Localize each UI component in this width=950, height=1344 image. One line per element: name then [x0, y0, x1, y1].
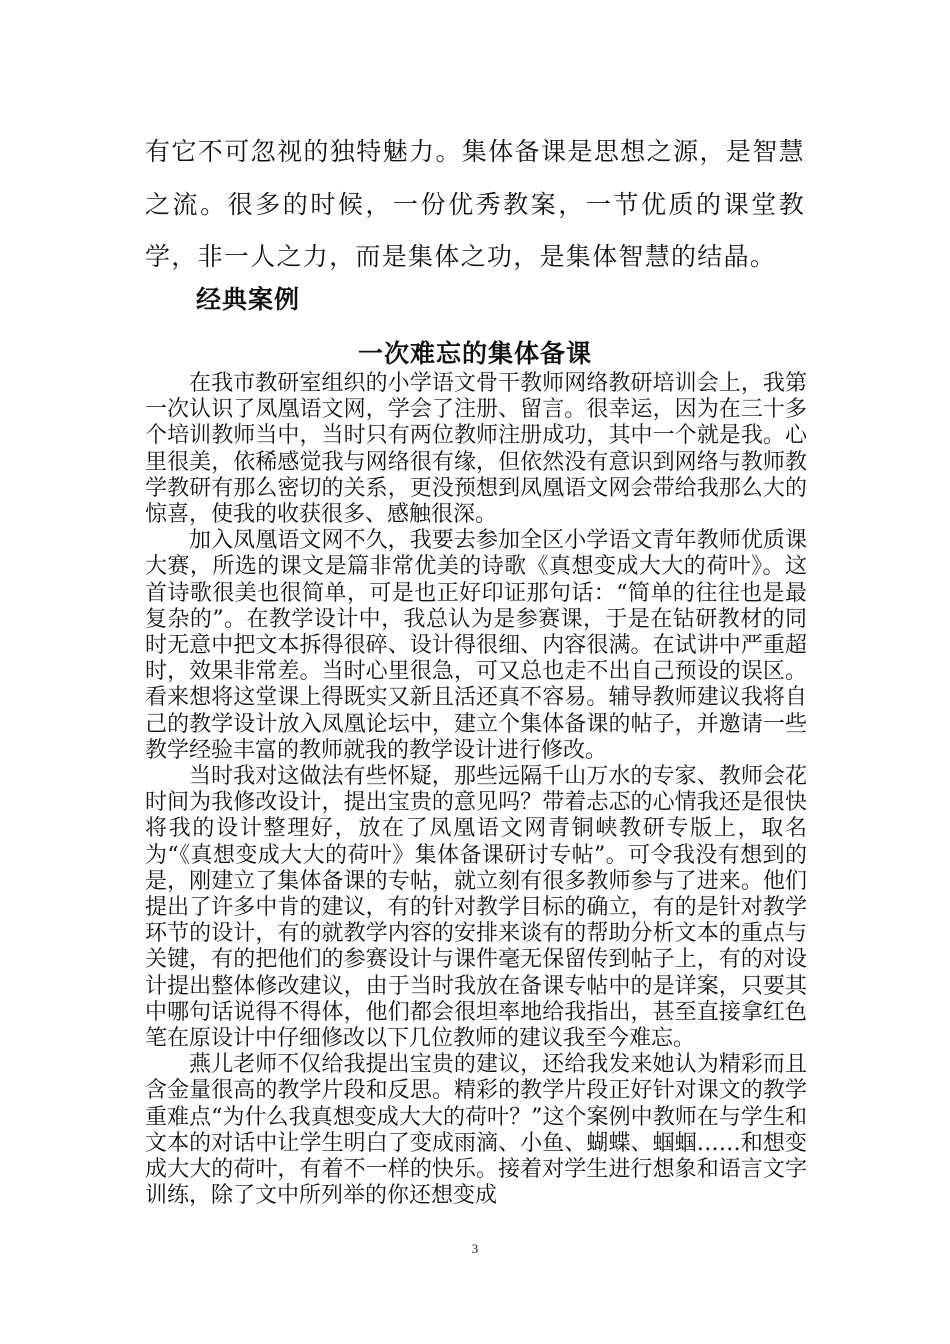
article-body	[145, 371, 807, 1210]
body-paragraph: 加入凤凰语文网不久，我要去参加全区小学语文青年教师优质课大赛，所选的课文是篇非常优美的诗歌《真想变成大大的荷叶》。这首诗歌很美也很简单，可是也正好印证那句话：“简单的往往也是最复杂的”。在教学设计中，我总认为是参赛课，于是在钻研教材的同时无意中把文本拆得很碎、设计得很细、内容很满。在试讲中严重超时，效果非常差。当时心里很急，可又总也走不出自己预设的误区。看来想将这堂课上得既实又新且活还真不容易。辅导教师建议我将自己的教学设计放入凤凰论坛中，建立个集体备课的帖子，并邀请一些教学经验丰富的教师就我的教学设计进行修改。	[145, 528, 807, 763]
intro-paragraph: 有它不可忽视的独特魅力。集体备课是思想之源，是智慧之流。很多的时候，一份优秀教案，一节优质的课堂教学，非一人之力，而是集体之功，是集体智慧的结晶。	[145, 137, 805, 271]
page-number: 3	[471, 1241, 479, 1256]
section-heading: 经典案例	[196, 285, 301, 314]
article-title: 一次难忘的集体备课	[357, 339, 592, 368]
body-paragraph: 在我市教研室组织的小学语文骨干教师网络教研培训会上，我第一次认识了凤凰语文网，学会了注册、留言。很幸运，因为在三十多个培训教师当中，当时只有两位教师注册成功，其中一个就是我。心里很美，依稀感觉我与网络很有缘，但依然没有意识到网络与教师教学教研有那么密切的关系，更没预想到凤凰语文网会带给我那么大的惊喜，使我的收获很多、感触很深。	[145, 371, 807, 528]
body-paragraph: 当时我对这做法有些怀疑，那些远隔千山万水的专家、教师会花时间为我修改设计，提出宝贵的意见吗？带着忐忑的心情我还是很快将我的设计整理好，放在了凤凰语文网青铜峡教研专版上，取名为“《真想变成大大的荷叶》集体备课研讨专帖”。可令我没有想到的是，刚建立了集体备课的专帖，就立刻有很多教师参与了进来。他们提出了许多中肯的建议，有的针对教学目标的确立，有的是针对教学环节的设计，有的就教学内容的安排来谈有的帮助分析文本的重点与关键，有的把他们的参赛设计与课件毫无保留传到帖子上，有的对设计提出整体修改建议，由于当时我放在备课专帖中的是详案，只要其中哪句话说得不得体，他们都会很坦率地给我指出，甚至直接拿红色笔在原设计中仔细修改以下几位教师的建议我至今难忘。	[145, 764, 807, 1052]
body-paragraph: 燕儿老师不仅给我提出宝贵的建议，还给我发来她认为精彩而且含金量很高的教学片段和反思。精彩的教学片段正好针对课文的教学重难点“为什么我真想变成大大的荷叶？”这个案例中教师在与学生和文本的对话中让学生明白了变成雨滴、小鱼、蝴蝶、蝈蝈……和想变成大大的荷叶，有着不一样的快乐。接着对学生进行想象和语言文字训练，除了文中所列举的你还想变成	[145, 1052, 807, 1209]
